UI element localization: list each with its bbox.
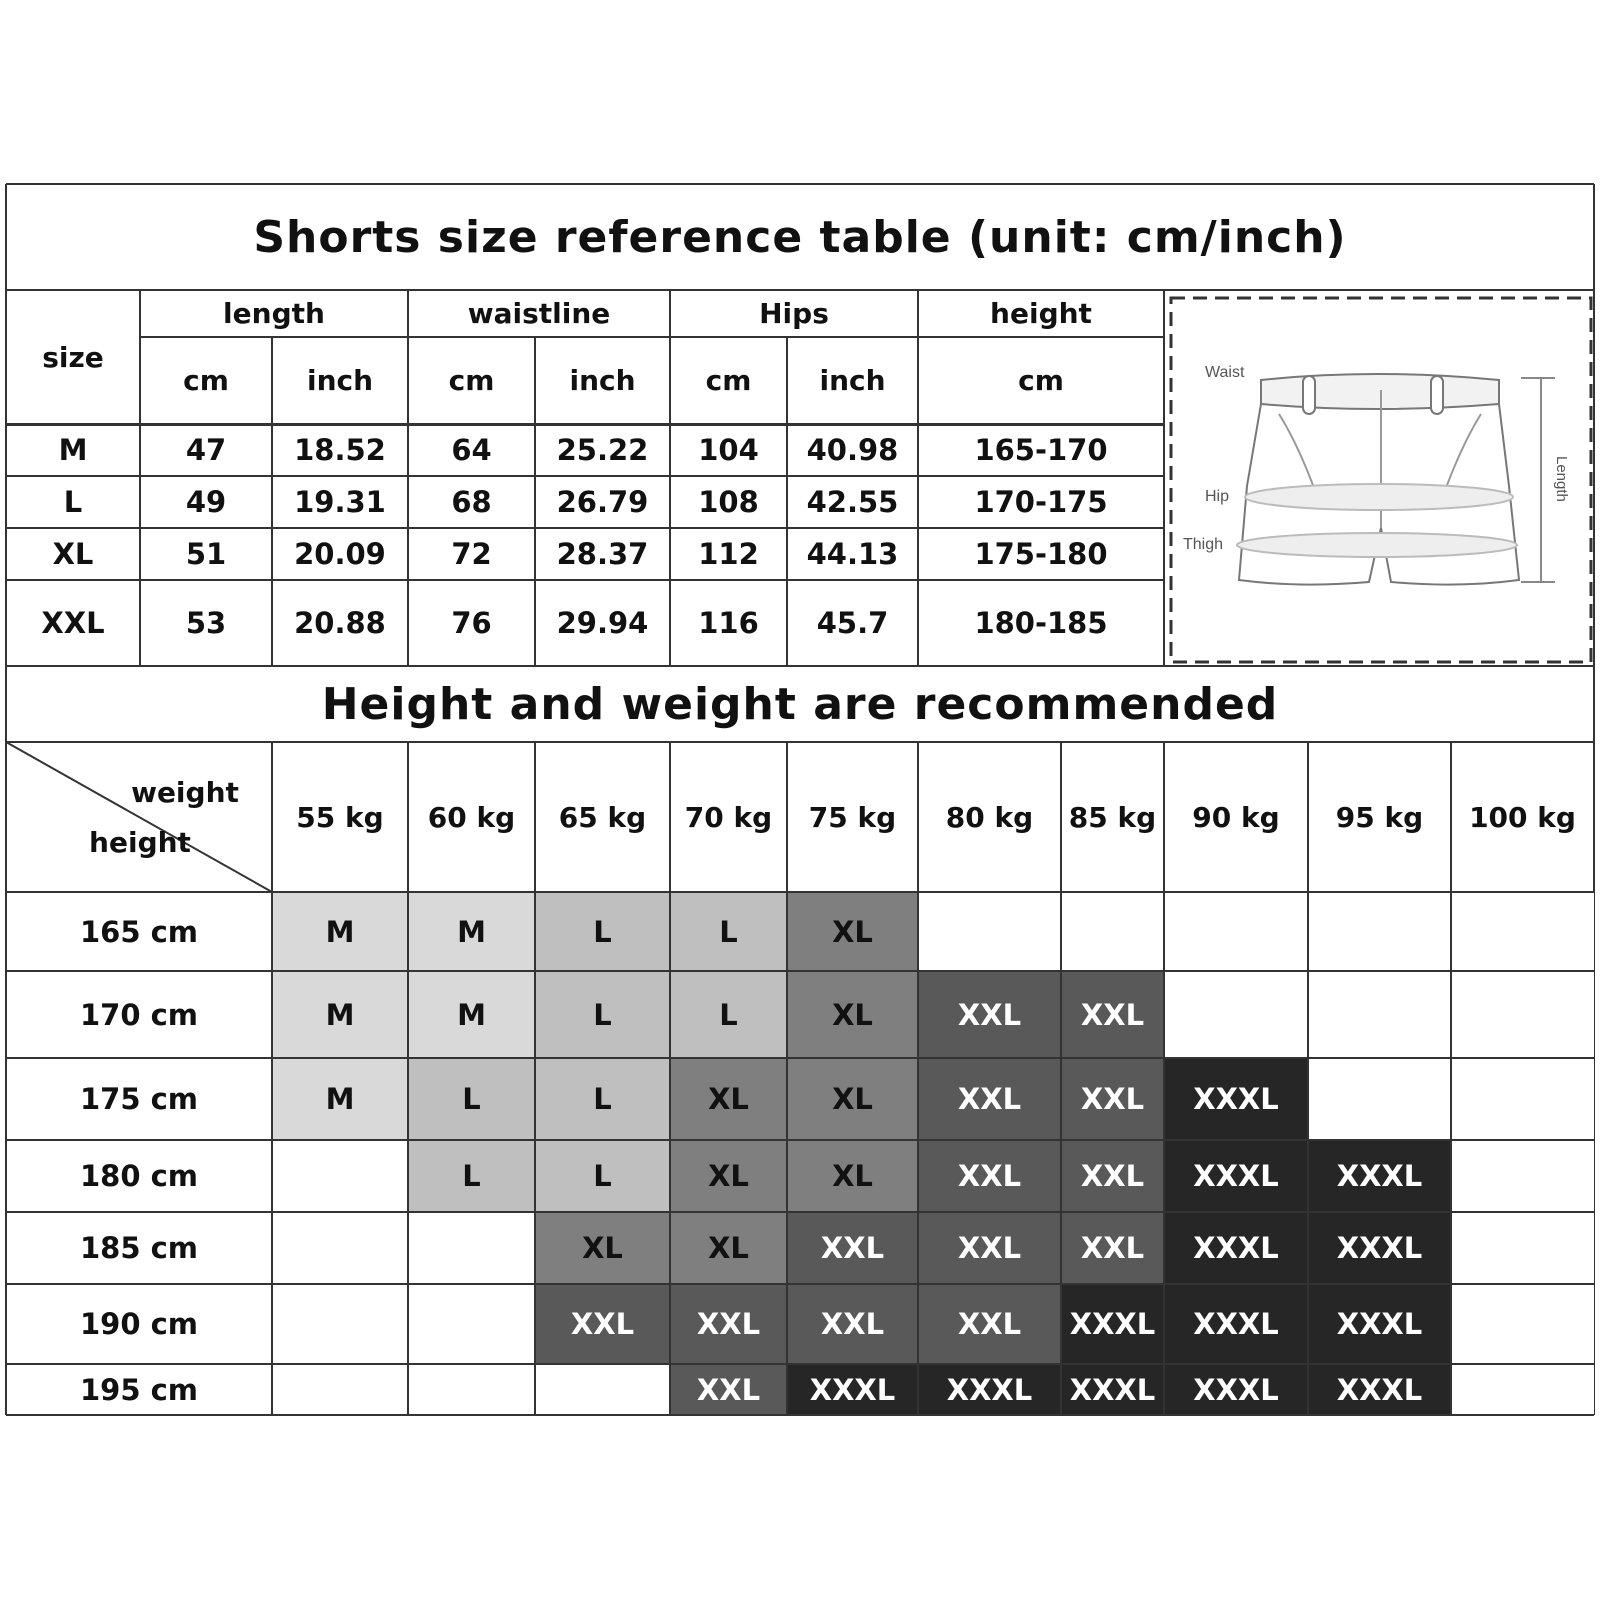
shorts-diagram-svg — [1169, 296, 1593, 664]
weight-column-header: 75 kg — [808, 800, 897, 834]
length-label: Length — [1553, 456, 1570, 502]
recommended-size-cell: XXXL — [1308, 1140, 1451, 1212]
size-table-value: 20.09 — [294, 537, 386, 571]
recommend-col-divider — [917, 742, 919, 1415]
recommended-size-cell — [1451, 1212, 1594, 1284]
recommended-size-cell: XL — [535, 1212, 670, 1284]
belt-loop-right — [1431, 376, 1443, 414]
size-table-value: 108 — [698, 485, 759, 519]
recommended-size-cell — [272, 1140, 408, 1212]
recommended-size-cell — [535, 1364, 670, 1415]
recommended-size-cell — [1451, 1058, 1594, 1140]
weight-column-header: 80 kg — [945, 800, 1034, 834]
recommended-size-cell — [1451, 1364, 1594, 1415]
corner-weight-label: weight — [131, 775, 239, 809]
recommended-size-cell: XXL — [1061, 1058, 1164, 1140]
group-col-divider — [669, 290, 671, 666]
recommended-size-cell: XXXL — [787, 1364, 918, 1415]
size-column-header: size — [42, 340, 104, 374]
weight-column-header: 90 kg — [1192, 800, 1280, 834]
recommend-col-divider — [1163, 742, 1165, 1415]
recommended-size-cell: XXXL — [1061, 1364, 1164, 1415]
recommend-col-divider — [786, 742, 788, 1415]
recommend-col-divider — [1307, 742, 1309, 1415]
table-top-border — [6, 183, 1594, 185]
size-table-value: 45.7 — [816, 606, 889, 640]
recommended-size-cell — [408, 1364, 535, 1415]
corner-height-label: height — [89, 825, 191, 859]
recommended-size-cell: XXL — [1061, 1212, 1164, 1284]
recommended-size-cell — [408, 1284, 535, 1364]
height-row-header: 190 cm — [79, 1307, 199, 1341]
recommended-size-cell: L — [670, 892, 787, 971]
recommended-size-cell: L — [670, 971, 787, 1058]
shorts-measurement-diagram — [1169, 296, 1593, 664]
recommend-header-top — [6, 741, 1594, 743]
recommended-size-cell — [1451, 971, 1594, 1058]
title-bottom-border — [6, 289, 1594, 291]
recommended-size-cell: XL — [787, 892, 918, 971]
size-row-label: L — [63, 485, 83, 519]
group-col-divider — [917, 290, 919, 666]
size-table-value: 76 — [451, 606, 492, 640]
size-table-value: 180-185 — [974, 606, 1108, 640]
recommended-size-cell — [1451, 1284, 1594, 1364]
weight-column-header: 95 kg — [1335, 800, 1424, 834]
size-table-value: 40.98 — [806, 433, 899, 467]
unit-header: inch — [569, 364, 636, 397]
recommend-row-divider — [6, 1363, 1594, 1365]
recommend-row-divider — [6, 1057, 1594, 1059]
size-row-label: XL — [52, 537, 94, 571]
recommended-size-cell — [1061, 892, 1164, 971]
measure-group-header: waistline — [467, 297, 611, 330]
recommended-size-cell: XXXL — [1164, 1284, 1308, 1364]
recommended-size-cell — [1308, 892, 1451, 971]
size-table-value: 51 — [185, 537, 227, 571]
recommended-size-cell — [408, 1212, 535, 1284]
recommended-size-cell: XXXL — [1164, 1212, 1308, 1284]
unit-header-divider — [6, 423, 1164, 426]
recommended-size-cell: XL — [787, 1140, 918, 1212]
recommended-size-cell: XXL — [918, 1058, 1061, 1140]
recommended-size-cell: XXXL — [1164, 1364, 1308, 1415]
size-table-value: 44.13 — [806, 537, 899, 571]
weight-column-header: 60 kg — [427, 800, 516, 834]
recommended-size-cell: XXL — [670, 1364, 787, 1415]
height-row-header: 175 cm — [79, 1082, 199, 1116]
recommended-size-cell: XXL — [787, 1212, 918, 1284]
unit-col-divider — [534, 337, 536, 666]
recommended-size-cell: XXXL — [1308, 1284, 1451, 1364]
size-table-value: 49 — [185, 485, 227, 519]
recommend-col-divider — [407, 742, 409, 1415]
size-table-value: 47 — [185, 433, 227, 467]
diagram-col-divider — [1163, 290, 1165, 666]
recommend-row-divider — [6, 891, 1594, 893]
height-row-header: 180 cm — [79, 1159, 199, 1193]
recommended-size-cell: XXL — [535, 1284, 670, 1364]
measure-group-header: height — [990, 297, 1092, 330]
weight-column-header: 100 kg — [1469, 800, 1576, 834]
size-table-value: 20.88 — [294, 606, 386, 640]
thigh-label: Thigh — [1183, 536, 1224, 553]
recommend-col-divider — [271, 742, 273, 1415]
recommend-col-divider — [1450, 742, 1452, 1415]
waist-label: Waist — [1205, 364, 1245, 381]
size-col-divider — [139, 290, 141, 666]
size-table-value: 165-170 — [974, 433, 1108, 467]
recommended-size-cell: M — [272, 892, 408, 971]
unit-header: inch — [819, 364, 886, 397]
recommended-size-cell: XL — [670, 1212, 787, 1284]
size-table-value: 19.31 — [294, 485, 386, 519]
recommended-size-cell: XXL — [918, 1284, 1061, 1364]
recommended-size-cell: M — [408, 892, 535, 971]
recommend-col-divider — [534, 742, 536, 1415]
recommended-size-cell: M — [272, 1058, 408, 1140]
size-row-divider — [6, 527, 1164, 529]
size-table-value: 104 — [698, 433, 759, 467]
weight-column-header: 55 kg — [296, 800, 384, 834]
group-col-divider — [407, 290, 409, 666]
recommended-size-cell: XXXL — [1164, 1140, 1308, 1212]
size-row-label: M — [58, 433, 88, 467]
unit-header: inch — [306, 364, 374, 397]
size-table-value: 28.37 — [556, 537, 649, 571]
unit-header: cm — [448, 364, 495, 397]
recommended-size-cell: M — [272, 971, 408, 1058]
recommended-size-cell: XXL — [1061, 971, 1164, 1058]
height-row-header: 185 cm — [79, 1231, 199, 1265]
size-table-value: 53 — [185, 606, 227, 640]
corner-diagonal — [6, 742, 272, 892]
weight-column-header: 85 kg — [1068, 800, 1157, 834]
recommended-size-cell: XXL — [670, 1284, 787, 1364]
height-row-header: 195 cm — [79, 1372, 199, 1407]
unit-header: cm — [1018, 364, 1064, 397]
recommended-size-cell: L — [535, 892, 670, 971]
pocket-left — [1279, 414, 1317, 496]
size-table-value: 25.22 — [556, 433, 649, 467]
size-table-value: 170-175 — [974, 485, 1108, 519]
recommend-col-divider — [669, 742, 671, 1415]
recommended-size-cell: L — [408, 1140, 535, 1212]
recommended-size-cell — [1308, 971, 1451, 1058]
recommend-row-divider — [6, 1139, 1594, 1141]
recommended-size-cell: XXXL — [1164, 1058, 1308, 1140]
recommended-size-cell — [1451, 1140, 1594, 1212]
size-table-value: 72 — [451, 537, 492, 571]
size-table-value: 112 — [698, 537, 759, 571]
recommended-size-cell: XXXL — [918, 1364, 1061, 1415]
size-row-label: XXL — [41, 606, 105, 640]
recommended-size-cell — [272, 1284, 408, 1364]
unit-col-divider — [786, 337, 788, 666]
recommended-size-cell: XL — [670, 1058, 787, 1140]
recommended-size-cell — [1451, 892, 1594, 971]
size-table-value: 64 — [451, 433, 492, 467]
recommended-size-cell: XL — [670, 1140, 787, 1212]
unit-col-divider — [271, 337, 273, 666]
recommend-row-divider — [6, 1211, 1594, 1213]
recommended-size-cell: XL — [787, 971, 918, 1058]
recommend-row-divider — [6, 1283, 1594, 1285]
unit-header: cm — [705, 364, 752, 397]
recommended-size-cell: XXXL — [1061, 1284, 1164, 1364]
pocket-right — [1443, 414, 1481, 496]
recommended-size-cell — [272, 1212, 408, 1284]
recommended-size-cell: XXL — [918, 971, 1061, 1058]
size-table-value: 116 — [698, 606, 759, 640]
size-table-title: Shorts size reference table (unit: cm/inch) — [253, 211, 1347, 263]
recommended-size-cell — [918, 892, 1061, 971]
recommended-size-cell — [272, 1364, 408, 1415]
recommended-size-cell: M — [408, 971, 535, 1058]
size-table-value: 175-180 — [974, 537, 1108, 571]
hip-label: Hip — [1205, 488, 1230, 505]
recommended-size-cell: L — [535, 1140, 670, 1212]
belt-loop-left — [1303, 376, 1315, 414]
recommended-size-cell — [1164, 971, 1308, 1058]
recommended-size-cell: XXL — [918, 1140, 1061, 1212]
recommended-size-cell: L — [535, 971, 670, 1058]
size-table-value: 18.52 — [294, 433, 386, 467]
recommended-size-cell: XXXL — [1308, 1364, 1451, 1415]
size-table-value: 29.94 — [556, 606, 649, 640]
measure-group-header: length — [223, 297, 325, 330]
size-table-value: 42.55 — [806, 485, 899, 519]
thigh-measure-band — [1237, 533, 1517, 557]
recommended-size-cell: L — [535, 1058, 670, 1140]
hip-measure-band — [1245, 484, 1513, 510]
unit-header: cm — [183, 364, 229, 397]
measure-group-header: Hips — [759, 297, 829, 330]
recommended-size-cell: XXL — [1061, 1140, 1164, 1212]
recommended-size-cell: XXL — [918, 1212, 1061, 1284]
recommend-col-divider — [1060, 742, 1062, 1415]
recommended-size-cell: XXXL — [1308, 1212, 1451, 1284]
weight-column-header: 65 kg — [558, 800, 647, 834]
recommended-size-cell — [1308, 1058, 1451, 1140]
recommended-size-cell: L — [408, 1058, 535, 1140]
height-row-header: 165 cm — [79, 914, 199, 949]
recommended-size-cell: XXL — [787, 1284, 918, 1364]
size-row-divider — [6, 475, 1164, 477]
recommend-row-divider — [6, 970, 1594, 972]
size-row-divider — [6, 579, 1164, 581]
recommended-size-cell — [1164, 892, 1308, 971]
recommended-size-cell: XL — [787, 1058, 918, 1140]
size-table-value: 26.79 — [556, 485, 649, 519]
recommend-row-divider — [6, 1414, 1594, 1416]
recommend-table-title: Height and weight are recommended — [321, 678, 1279, 730]
group-header-divider — [140, 336, 1164, 338]
corner-diagonal-line — [6, 742, 272, 892]
size-table-value: 68 — [451, 485, 492, 519]
height-row-header: 170 cm — [79, 997, 199, 1032]
weight-column-header: 70 kg — [684, 800, 773, 834]
